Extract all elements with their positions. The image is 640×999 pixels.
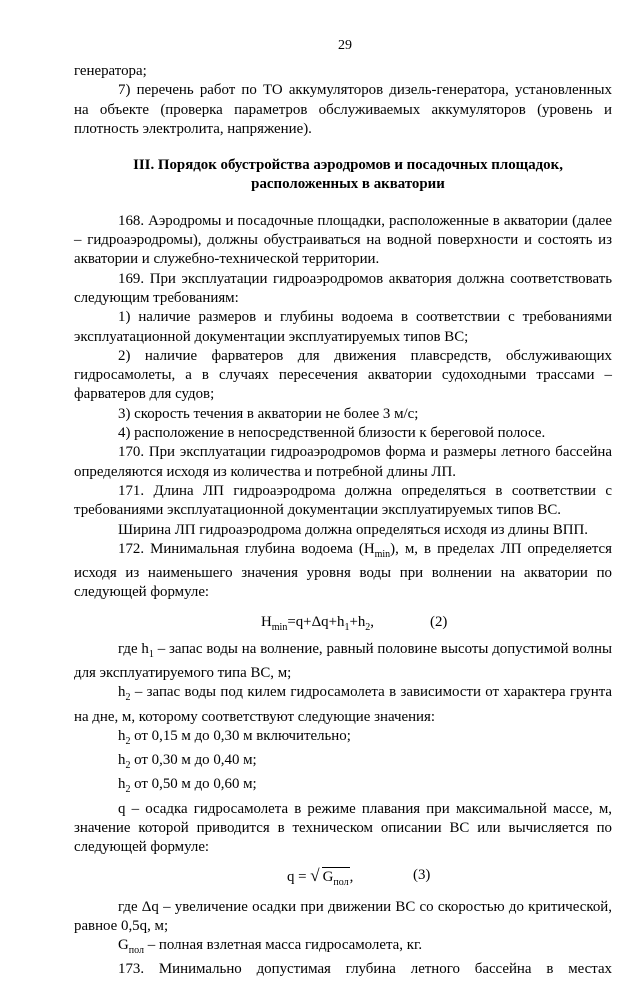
- sqrt-icon: √: [310, 865, 320, 885]
- definition-dq: где Δq – увеличение осадки при движении ВС со скоростью до критической, равное 0,5q, м;: [74, 898, 612, 934]
- formula-number: (2): [430, 613, 448, 630]
- subscript: 1: [344, 621, 350, 633]
- radicand: [322, 867, 350, 892]
- text-fragment: – запас воды на волнение, равный половине высоты допустимой волны для эксплуатируемого типа ВС, м;: [74, 640, 612, 681]
- formula-symbol: ,: [349, 868, 354, 885]
- subscript: 1: [148, 648, 154, 660]
- subscript: 2: [125, 784, 131, 796]
- definition-h2: [74, 683, 612, 727]
- text-fragment: от 0,30 м до 0,40 м;: [130, 752, 257, 769]
- formula-symbol: q =: [287, 868, 311, 885]
- definition-h1: [74, 640, 612, 684]
- text-fragment: от 0,15 м до 0,30 м включительно;: [130, 727, 351, 744]
- value-item: [74, 727, 612, 751]
- list-item: 7) перечень работ по ТО аккумуляторов дизель-генератора, установленных на объекте (проверка параметров обслуживаемых аккумуляторов (уровень и плотность электролита, напряжение).: [74, 82, 612, 137]
- subscript: min: [271, 621, 288, 633]
- formula-symbol: G: [322, 868, 334, 885]
- formula-2: [74, 613, 612, 632]
- list-item: 1) наличие размеров и глубины водоема в соответствии с требованиями эксплуатационной документации эксплуатируемых типов ВС;: [74, 309, 612, 345]
- formula-symbol: ,: [370, 613, 375, 630]
- text-fragment: G: [118, 937, 129, 954]
- text-fragment: где h: [118, 640, 149, 657]
- list-item: 2) наличие фарватеров для движения плавсредств, обслуживающих гидросамолеты, а в случаях пересечения акватории судоходными трассами – фарватеров для судов;: [74, 347, 612, 403]
- paragraph-168: 168. Аэродромы и посадочные площадки, расположенные в акватории (далее – гидроаэродромы), должны обустраиваться на водной поверхности и состоять из акватории и служебно-технической территории.: [74, 212, 612, 268]
- value-item: [74, 775, 612, 799]
- text-fragment: h: [118, 752, 126, 769]
- text-fragment: h: [118, 727, 126, 744]
- formula-symbol: H: [261, 613, 272, 630]
- value-item: [74, 751, 612, 775]
- subscript: 2: [125, 692, 131, 704]
- subscript: пол: [333, 876, 349, 888]
- subscript: 2: [365, 621, 371, 633]
- page-number: 29: [338, 38, 352, 53]
- subscript: пол: [128, 945, 144, 957]
- text-fragment: 172. Минимальная глубина водоема (H: [118, 540, 375, 557]
- text-fragment: – запас воды под килем гидросамолета в зависимости от характера грунта на дне, м, которому соответствуют следующие значения:: [74, 684, 612, 725]
- text-fragment: ), м, в пределах ЛП определяется исходя из наименьшего значения уровня воды при волнении на акватории по следующей формуле:: [74, 540, 612, 601]
- list-item: 3) скорость течения в акватории не более 3 м/с;: [118, 405, 419, 422]
- definition-g: [74, 936, 612, 960]
- formula-symbol: =q+Δq+h: [287, 613, 345, 630]
- paragraph-170: 170. При эксплуатации гидроаэродромов форма и размеры летного бассейна определяются исходя из количества и потребной длины ЛП.: [74, 444, 612, 480]
- definition-q: q – осадка гидросамолета в режиме плавания при максимальной массе, м, значение которой приводится в техническом описании ВС или вычисляется по следующей формуле:: [74, 800, 612, 856]
- paragraph-172: [74, 540, 612, 603]
- paragraph-171-width: Ширина ЛП гидроаэродрома должна определяться исходя из длины ВПП.: [118, 521, 589, 538]
- text-fragment: – полная взлетная масса гидросамолета, кг.: [143, 937, 423, 954]
- formula-3: [74, 864, 612, 888]
- subscript: 2: [125, 735, 131, 747]
- subscript: min: [374, 548, 391, 560]
- formula-number: (3): [413, 866, 431, 883]
- text-fragment: от 0,50 м до 0,60 м;: [130, 776, 257, 793]
- formula-symbol: +h: [349, 613, 366, 630]
- formula-expression: [287, 866, 353, 892]
- section-heading: III. Порядок обустройства аэродромов и посадочных площадок, расположенных в акватории: [133, 157, 563, 193]
- text-line: генератора;: [74, 63, 147, 79]
- paragraph-173: 173. Минимально допустимая глубина летного бассейна в местах: [118, 961, 612, 978]
- paragraph-171: 171. Длина ЛП гидроаэродрома должна определяться в соответствии с требованиями эксплуатационной документации эксплуатируемых типов ВС.: [74, 482, 612, 519]
- text-fragment: h: [118, 776, 126, 793]
- text-fragment: h: [118, 684, 126, 701]
- subscript: 2: [125, 760, 131, 772]
- list-item: 4) расположение в непосредственной близости к береговой полосе.: [118, 425, 546, 442]
- formula-expression: [261, 613, 374, 637]
- paragraph-169: 169. При эксплуатации гидроаэродромов акватория должна соответствовать следующим требованиям:: [74, 270, 612, 306]
